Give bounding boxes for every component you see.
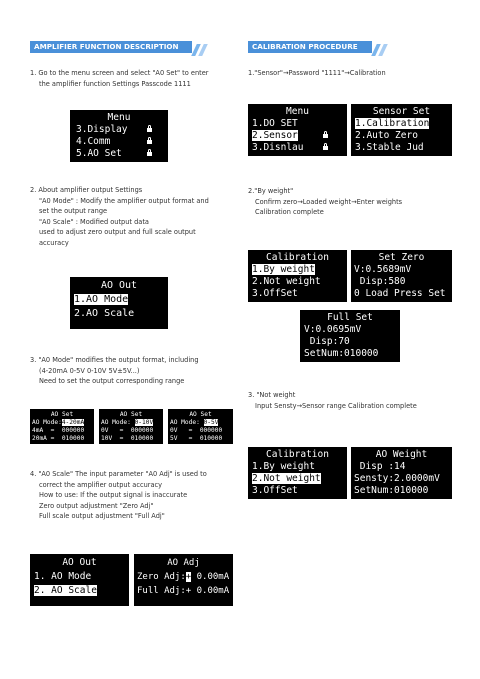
menu-item-ao-scale-selected: 2. AO Scale <box>34 585 97 596</box>
amp-step-4-line: Full scale output adjustment "Full Adj" <box>39 512 165 520</box>
amp-step-2-line: used to adjust zero output and full scale output <box>39 228 196 236</box>
menu-item-ao-set: 5.AO Set <box>76 148 122 159</box>
ao-range-eq: = <box>50 427 55 434</box>
lcd-ao-set-0-5v <box>168 409 233 444</box>
ao-range-label: 0V <box>170 427 178 434</box>
lcd-title: AO Set <box>119 411 143 418</box>
lcd-title: AO Adj <box>167 558 200 568</box>
amp-step-3-line: 3. "A0 Mode" modifies the output format, including <box>30 356 199 364</box>
cal-step-3 <box>248 390 417 411</box>
ao-range-value: 010000 <box>61 435 85 442</box>
lcd-title: AO Weight <box>375 449 428 460</box>
amp-step-3-line: (4-20mA 0-5V 0-10V 5V±5V...) <box>39 366 140 375</box>
menu-item-by-weight: 1.By weight <box>252 461 315 472</box>
ao-range-value: 010000 <box>199 435 223 442</box>
ao-mode-label: AO Mode: <box>170 419 200 426</box>
cal-step-2 <box>248 186 402 218</box>
lcd-ao-set-4-20ma <box>30 409 94 444</box>
menu-item-comm: 4.Comm <box>76 136 111 147</box>
ao-mode-label: AO Mode: <box>32 419 62 426</box>
lcd-menu-left <box>70 110 168 162</box>
menu-item-by-weight-selected: 1.By weight <box>252 264 315 275</box>
disp-readout: Disp:70 <box>304 336 350 347</box>
menu-item-display: 3.Disnlau <box>252 142 304 153</box>
cal-step-2-line: 2."By weight" <box>248 187 294 195</box>
cal-step-1: 1."Sensor"→Password "1111"→Calibration <box>248 69 386 77</box>
lcd-title: AO Out <box>100 280 138 291</box>
menu-item-offset: 3.OffSet <box>252 288 298 299</box>
ao-range-label: 4mA <box>32 427 44 434</box>
menu-item-calibration-selected: 1.Calibration <box>355 118 430 129</box>
menu-item-display: 3.Display <box>76 124 128 135</box>
full-adj-value: 0.00mA <box>196 586 230 596</box>
section-header-calibration <box>248 41 372 53</box>
ao-mode-value: 0-5V <box>203 419 219 426</box>
ao-range-label: 0V <box>101 427 109 434</box>
amp-step-4-line: 4. "A0 Scale" The input parameter "A0 Adj" is used to <box>30 470 207 478</box>
lcd-menu-right <box>248 104 347 156</box>
menu-item-stable-jud: 3.Stable Jud <box>355 142 424 153</box>
ao-mode-value: 4-20mA <box>61 419 85 426</box>
ao-range-value: 010000 <box>130 435 154 442</box>
menu-item-do-set: 1.DO SET <box>252 118 298 129</box>
cal-step-3-line: 3. "Not weight <box>248 391 296 399</box>
lcd-ao-weight <box>351 447 452 499</box>
section-header-amplifier <box>30 41 192 53</box>
ao-range-eq: = <box>119 427 124 434</box>
voltage-readout: V:0.5689mV <box>354 264 412 275</box>
voltage-readout: V:0.0695mV <box>304 324 362 335</box>
menu-item-ao-mode-selected: 1.AO Mode <box>74 294 129 305</box>
disp-readout: Disp :14 <box>354 461 406 472</box>
amp-step-4-line: How to use: If the output signal is inaccurate <box>39 491 188 499</box>
amp-step-2-line: "A0 Mode" : Modify the amplifier output format and <box>39 196 209 205</box>
lcd-full-set <box>300 310 400 362</box>
full-adj-label: Full Adj:+ <box>137 586 192 596</box>
ao-range-label: 10V <box>101 435 113 442</box>
section-header-calibration-text: CALIBRATION PROCEDURE <box>252 42 358 51</box>
amp-step-4 <box>30 469 207 522</box>
setnum-readout: SetNum:010000 <box>354 485 429 496</box>
cal-step-2-line: Confirm zero→Loaded weight→Enter weights <box>255 197 403 206</box>
lcd-set-zero <box>351 250 452 302</box>
ao-range-label: 20mA <box>32 435 47 442</box>
ao-range-label: 5V <box>170 435 178 442</box>
zero-adj-sign: + <box>185 572 192 582</box>
ao-mode-value: 0-10V <box>134 419 154 426</box>
amp-step-2-line: "A0 Scale" : Modified output data <box>39 217 149 226</box>
load-press-set-prompt: 0 Load Press Set <box>354 288 446 299</box>
lock-icon <box>147 140 152 144</box>
lcd-title: Full Set <box>327 312 373 323</box>
lcd-ao-adj <box>134 554 233 606</box>
amp-step-1 <box>30 68 209 89</box>
disp-readout: Disp:580 <box>354 276 406 287</box>
amp-step-2-line: accuracy <box>39 238 69 247</box>
ao-range-value: 000000 <box>130 427 154 434</box>
amp-step-3 <box>30 355 199 387</box>
menu-item-not-weight-selected: 2.Not weight <box>252 473 321 484</box>
ao-range-value: 000000 <box>199 427 223 434</box>
lcd-title: Menu <box>286 106 309 117</box>
ao-range-eq: = <box>119 435 124 442</box>
amp-step-1-line: the amplifier function Settings Passcode 1111 <box>39 79 191 88</box>
amp-step-2-line: 2. About amplifier output Settings <box>30 186 143 194</box>
amp-step-4-line: Zero output adjustment "Zero Adj" <box>39 501 154 510</box>
sensitivity-readout: Sensty:2.0000mV <box>354 473 440 484</box>
menu-item-sensor-selected: 2.Sensor <box>252 130 298 141</box>
ao-range-eq: = <box>50 435 55 442</box>
lcd-title: Calibration <box>266 252 329 263</box>
lcd-title: AO Set <box>50 411 74 418</box>
lcd-title: Sensor Set <box>372 106 431 117</box>
lcd-title: Menu <box>107 112 131 123</box>
menu-item-ao-mode: 1. AO Mode <box>34 571 92 582</box>
lcd-title: Calibration <box>266 449 329 460</box>
menu-item-not-weight: 2.Not weight <box>252 276 321 287</box>
cal-step-2-line: Calibration complete <box>255 208 324 216</box>
menu-item-offset: 3.OffSet <box>252 485 298 496</box>
amp-step-3-line: Need to set the output corresponding range <box>39 377 185 385</box>
lcd-calibration <box>248 250 347 302</box>
amp-step-2 <box>30 185 209 248</box>
ao-range-eq: = <box>188 435 193 442</box>
menu-item-ao-scale: 2.AO Scale <box>74 308 135 319</box>
lcd-title: AO Out <box>62 557 97 568</box>
ao-range-value: 000000 <box>61 427 85 434</box>
menu-item-auto-zero: 2.Auto Zero <box>355 130 418 141</box>
amp-step-2-line: set the output range <box>39 207 108 215</box>
lcd-calibration-2 <box>248 447 347 499</box>
ao-mode-label: AO Mode: <box>101 419 131 426</box>
section-header-amplifier-text: AMPLIFIER FUNCTION DESCRIPTION <box>34 42 179 51</box>
lock-icon <box>323 146 328 150</box>
lcd-sensor-set <box>351 104 452 156</box>
lock-icon <box>147 152 152 156</box>
header-stripes-right <box>374 41 388 53</box>
lcd-title: Set Zero <box>378 252 425 263</box>
header-stripes-left <box>194 41 208 53</box>
lcd-ao-set-0-10v <box>99 409 163 444</box>
ao-range-eq: = <box>188 427 193 434</box>
setnum-readout: SetNum:010000 <box>304 348 379 359</box>
lcd-ao-out-2 <box>30 554 129 606</box>
cal-step-3-line: Input Sensty→Sensor range Calibration complete <box>255 401 417 410</box>
amp-step-1-line: 1. Go to the menu screen and select "A0 Set" to enter <box>30 69 209 77</box>
amp-step-4-line: correct the amplifier output accuracy <box>39 480 163 489</box>
zero-adj-label: Zero Adj: <box>137 572 186 582</box>
lock-icon <box>147 128 152 132</box>
lcd-title: AO Set <box>189 411 212 418</box>
lock-icon <box>323 134 328 138</box>
zero-adj-value: 0.00mA <box>196 572 230 582</box>
lcd-ao-out <box>70 277 168 329</box>
